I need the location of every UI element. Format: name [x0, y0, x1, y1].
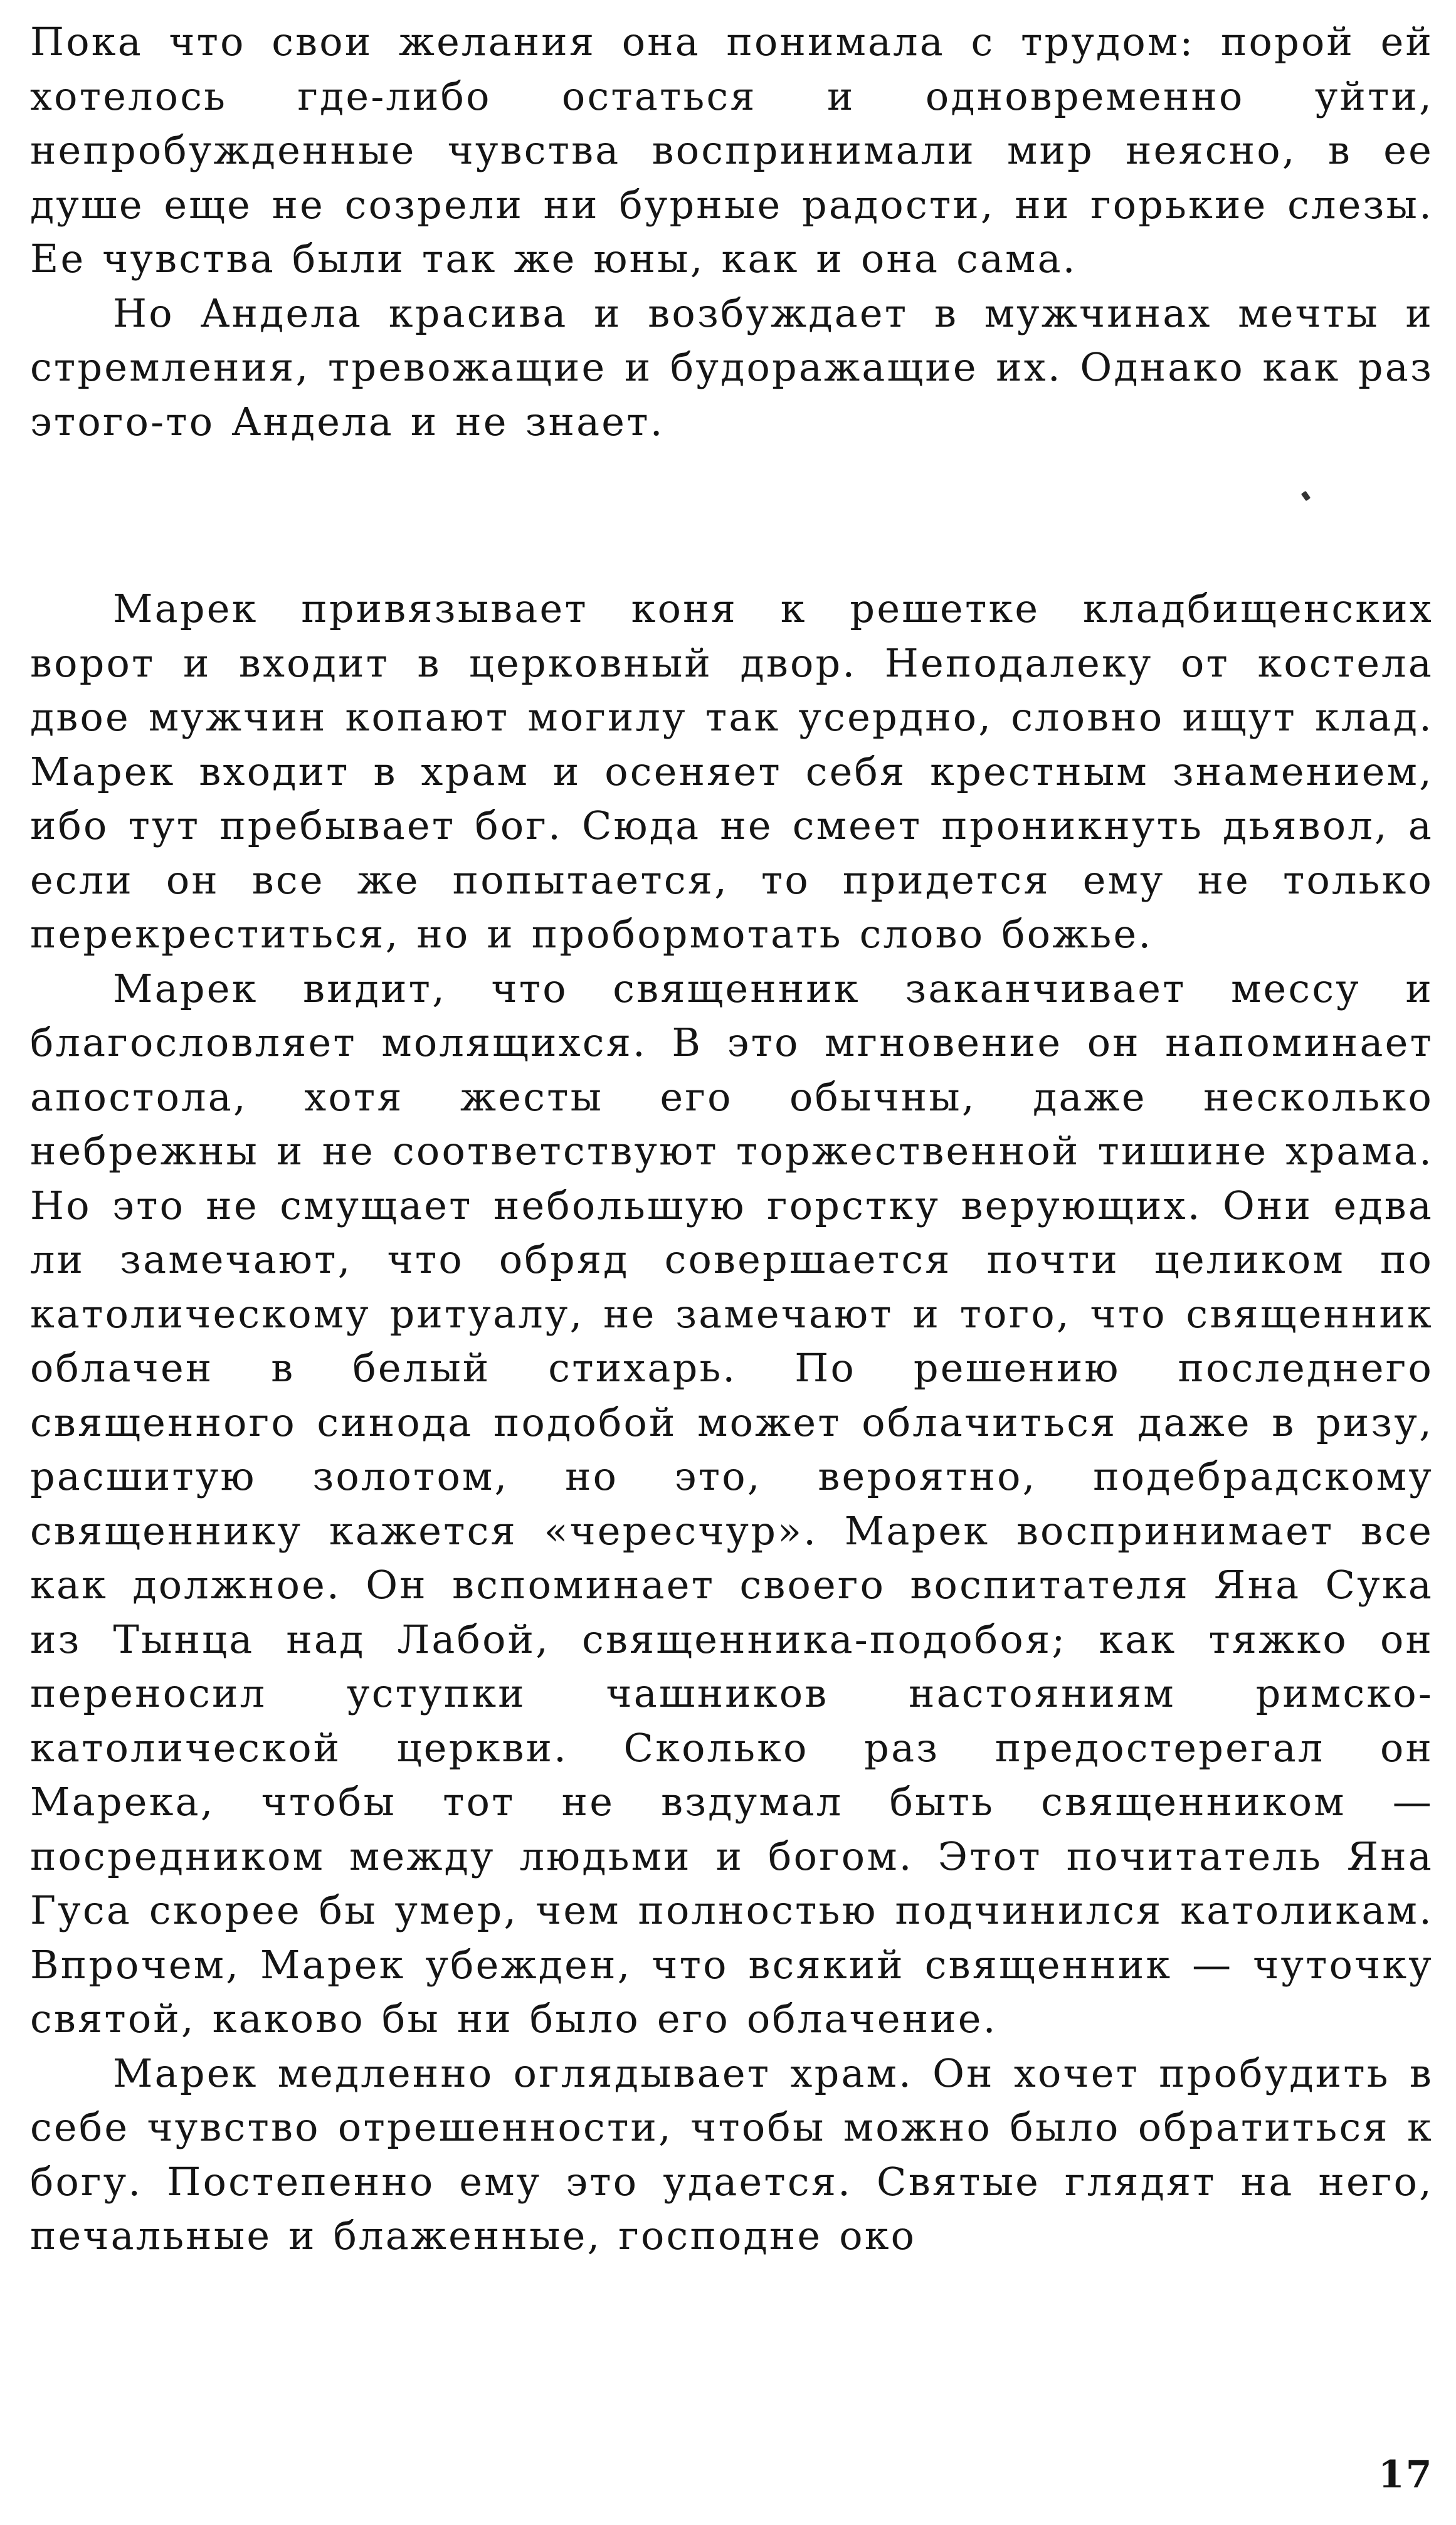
paragraph: Пока что свои желания она понимала с трудом: порой ей хотелось где-либо остаться и одновременно уйти, непробужденные чувства воспринимали мир неясно, в ее душе еще не созрели ни бурные радости, ни горькие слезы. Ее чувства были так же юны, как и она сама.: [30, 19, 1433, 282]
text-block-main: [30, 582, 1433, 2264]
page-number: 17: [1378, 2453, 1433, 2497]
paragraph: Но Андела красива и возбуждает в мужчинах мечты и стремления, тревожащие и будоражащие их. Однако как раз этого-то Андела и не знает.: [30, 290, 1433, 445]
text-block-top: [30, 15, 1433, 449]
paragraph: Марек видит, что священник заканчивает мессу и благословляет молящихся. В это мгновение он напоминает апостола, хотя жесты его обычны, даже несколько небрежны и не соответствуют торжественной тишине храма. Но это не смущает небольшую горстку верующих. Они едва ли замечают, что обряд совершается почти целиком по католическому ритуалу, не замечают и того, что священник облачен в белый стихарь. По решению последнего священного синода подобой может облачиться даже в ризу, расшитую золотом, но это, вероятно, подебрадскому священнику кажется «чересчур». Марек воспринимает все как должное. Он вспоминает своего воспитателя Яна Сука из Тынца над Лабой, священника-подобоя; как тяжко он переносил уступки чашников настояниям римско-католической церкви. Сколько раз предостерегал он Марека, чтобы тот не вздумал быть священником — посредником между людьми и богом. Этот почитатель Яна Гуса скорее бы умер, чем полностью подчинился католикам. Впрочем, Марек убежден, что всякий священник — чуточку святой, каково бы ни было его облачение.: [30, 965, 1433, 2042]
print-speck: [1301, 491, 1311, 502]
paragraph: Марек привязывает коня к решетке кладбищенских ворот и входит в церковный двор. Неподалеку от костела двое мужчин копают могилу так усердно, словно ищут клад. Марек входит в храм и осеняет себя крестным знамением, ибо тут пребывает бог. Сюда не смеет проникнуть дьявол, а если он все же попытается, то придется ему не только перекреститься, но и пробормотать слово божье.: [30, 586, 1433, 957]
paragraph: Марек медленно оглядывает храм. Он хочет пробудить в себе чувство отрешенности, чтобы можно было обратиться к богу. Постепенно ему это удается. Святые глядят на него, печальные и блаженные, господне око: [30, 2050, 1433, 2259]
